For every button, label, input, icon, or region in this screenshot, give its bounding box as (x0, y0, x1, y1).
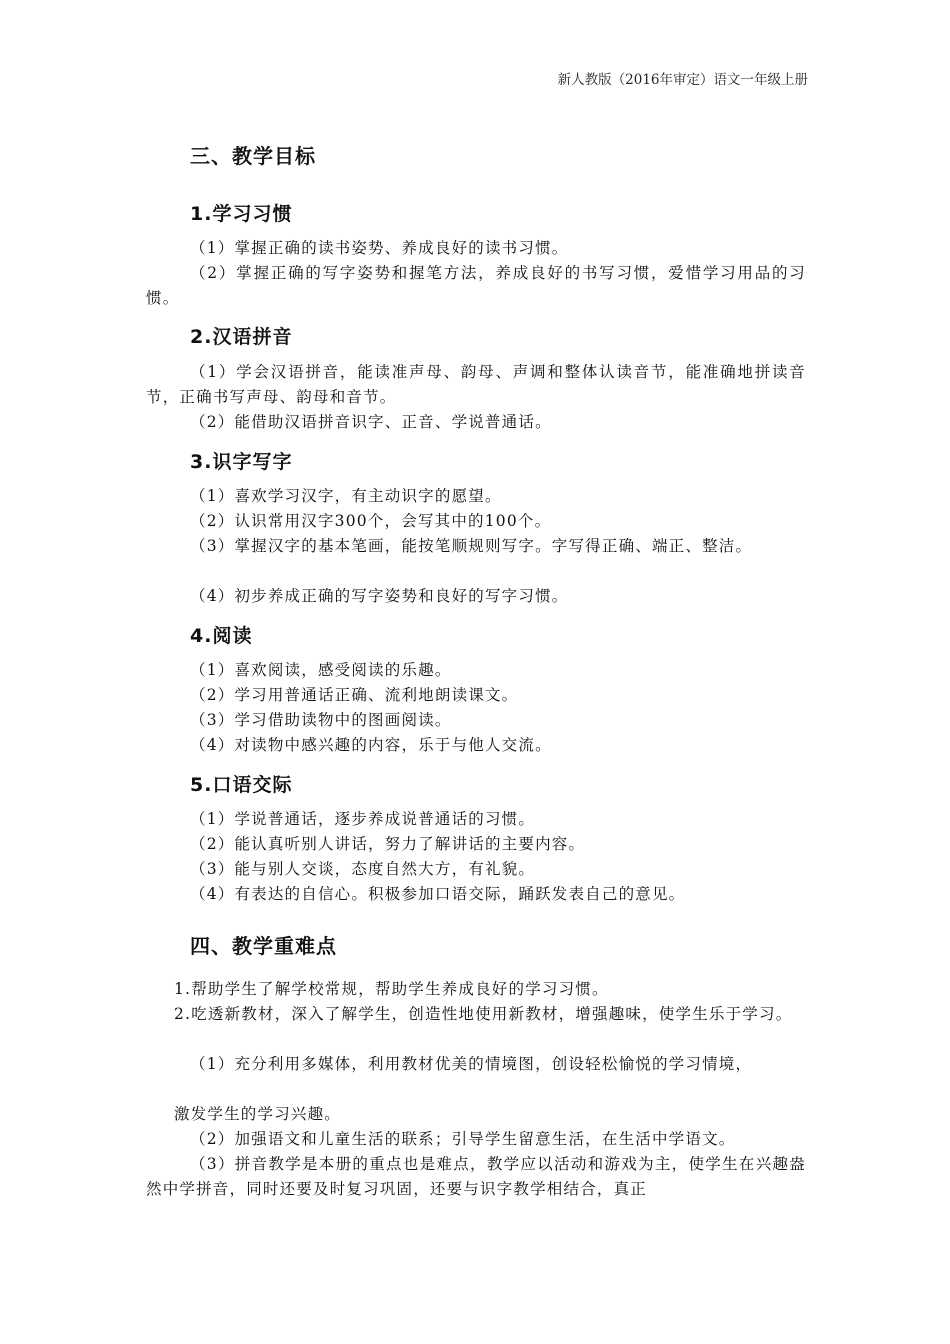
paragraph: （1）喜欢学习汉字，有主动识字的愿望。 (190, 487, 502, 505)
paragraph: 2.吃透新教材，深入了解学生，创造性地使用新教材，增强趣味，使学生乐于学习。 (174, 1005, 793, 1023)
subsection-title-reading: 4.阅读 (190, 625, 253, 647)
section-title-objectives: 三、教学目标 (190, 144, 316, 168)
section-title-key-points: 四、教学重难点 (190, 934, 337, 958)
paragraph: （3）掌握汉字的基本笔画，能按笔顺规则写字。字写得正确、端正、整洁。 (190, 537, 753, 555)
paragraph: （3）学习借助读物中的图画阅读。 (190, 711, 452, 729)
page-header: 新人教版（2016年审定）语文一年级上册 (557, 72, 808, 88)
paragraph: （3）拼音教学是本册的重点也是难点，教学应以活动和游戏为主，使学生在兴趣盎然中学拼音，同时还要及时复习巩固，还要与识字教学相结合，真正 (146, 1155, 806, 1198)
paragraph: 激发学生的学习兴趣。 (174, 1105, 342, 1123)
subsection-title-literacy: 3.识字写字 (190, 451, 293, 473)
paragraph: （1）充分利用多媒体，利用教材优美的情境图，创设轻松愉悦的学习情境， (190, 1055, 753, 1073)
paragraph: （3）能与别人交谈，态度自然大方，有礼貌。 (190, 860, 536, 878)
paragraph: （4）对读物中感兴趣的内容，乐于与他人交流。 (190, 736, 552, 754)
paragraph: （2）加强语文和儿童生活的联系；引导学生留意生活，在生活中学语文。 (190, 1130, 736, 1148)
paragraph: （4）初步养成正确的写字姿势和良好的写字习惯。 (190, 587, 569, 605)
subsection-title-oral: 5.口语交际 (190, 774, 293, 796)
paragraph: 1.帮助学生了解学校常规，帮助学生养成良好的学习习惯。 (174, 980, 609, 998)
subsection-title-habits: 1.学习习惯 (190, 203, 293, 225)
paragraph: （4）有表达的自信心。积极参加口语交际，踊跃发表自己的意见。 (190, 885, 686, 903)
paragraph: （2）学习用普通话正确、流利地朗读课文。 (190, 686, 519, 704)
paragraph: （2）能认真听别人讲话，努力了解讲话的主要内容。 (190, 835, 586, 853)
paragraph: （1）掌握正确的读书姿势、养成良好的读书习惯。 (190, 239, 569, 257)
paragraph: （1）学会汉语拼音，能读准声母、韵母、声调和整体认读音节，能准确地拼读音节，正确书写声母、韵母和音节。 (146, 363, 806, 406)
paragraph: （2）认识常用汉字300个，会写其中的100个。 (190, 512, 552, 530)
paragraph: （1）学说普通话，逐步养成说普通话的习惯。 (190, 810, 536, 828)
paragraph: （1）喜欢阅读，感受阅读的乐趣。 (190, 661, 452, 679)
paragraph: （2）能借助汉语拼音识字、正音、学说普通话。 (190, 413, 552, 431)
subsection-title-pinyin: 2.汉语拼音 (190, 326, 293, 348)
paragraph: （2）掌握正确的写字姿势和握笔方法，养成良好的书写习惯，爱惜学习用品的习惯。 (146, 264, 806, 307)
